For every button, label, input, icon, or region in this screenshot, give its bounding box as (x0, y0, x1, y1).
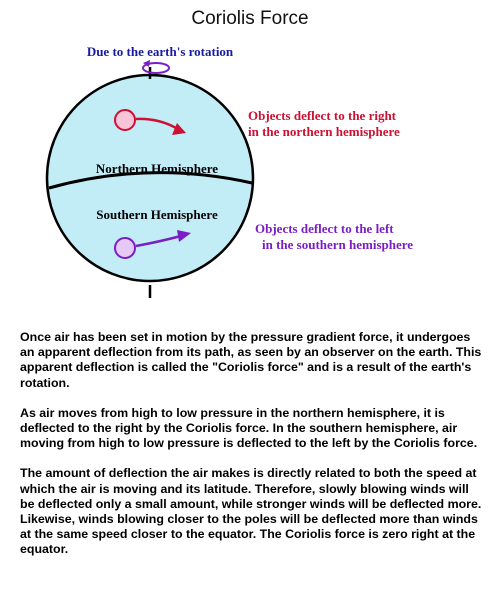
paragraph-1: Once air has been set in motion by the pressure gradient force, it undergoes an apparent deflection from its path, as seen by an observer on the earth. This apparent deflection is called the "Coriolis force" and is a result of the earth's rotation. (20, 330, 482, 390)
southern-hemisphere-label: Southern Hemisphere (96, 207, 218, 222)
page-title: Coriolis Force (191, 8, 309, 29)
explanation-text (20, 330, 482, 573)
northern-hemisphere-label: Northern Hemisphere (95, 161, 219, 176)
north-caption-line1: Objects deflect to the right (248, 108, 397, 123)
north-caption-line2: in the northern hemisphere (248, 124, 400, 139)
south-caption-line2: in the southern hemisphere (262, 237, 414, 252)
paragraph-3: The amount of deflection the air makes is directly related to both the speed at which the air is moving and its latitude. Therefore, slowly blowing winds will be deflected only a small amount, while stronger winds will be deflected more. Likewise, winds blowing closer to the poles will be deflected more than winds at the same speed closer to the equator. The Coriolis force is zero right at the equator. (20, 466, 482, 557)
paragraph-2: As air moves from high to low pressure in the northern hemisphere, it is deflected to the right by the Coriolis force. In the southern hemisphere, air moving from high to low pressure is deflected to the left by the Coriolis force. (20, 405, 478, 451)
rotation-arrow-icon (143, 60, 169, 73)
south-caption-line1: Objects deflect to the left (255, 221, 394, 236)
rotation-caption: Due to the earth's rotation (86, 44, 234, 59)
